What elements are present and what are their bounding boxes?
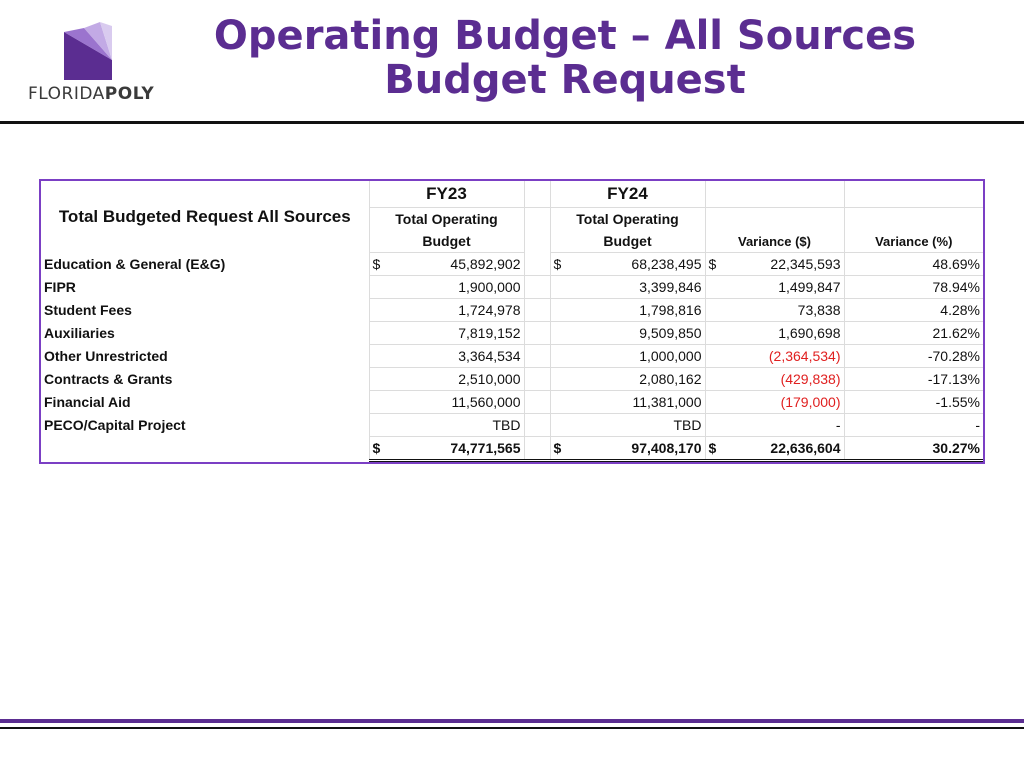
spacer-cell (524, 437, 550, 461)
fy23-subheader: Total Operating (369, 208, 524, 231)
header-row-1 (41, 181, 983, 208)
table-row (41, 253, 983, 276)
row-variance-pct: 48.69% (844, 253, 983, 276)
row-label: Education & General (E&G) (44, 256, 226, 272)
spacer-cell (524, 345, 550, 368)
row-variance: 73,838 (705, 299, 844, 322)
table-row (41, 414, 983, 437)
empty-header-cell (705, 181, 844, 208)
fy24-subheader-2: Budget (550, 230, 705, 253)
row-fy23: 3,364,534 (369, 345, 524, 368)
variance-dollar-header: Variance ($) (705, 208, 844, 253)
row-fy24: 1,000,000 (550, 345, 705, 368)
spacer-cell (524, 208, 550, 253)
row-fy23: 1,900,000 (369, 276, 524, 299)
row-variance-pct: 21.62% (844, 322, 983, 345)
table-row (41, 345, 983, 368)
row-fy23: $ 45,892,902 (369, 253, 524, 276)
total-row (41, 437, 983, 461)
row-variance-pct: 4.28% (844, 299, 983, 322)
spacer-cell (524, 181, 550, 208)
spacer-cell (524, 414, 550, 437)
spacer-cell (524, 391, 550, 414)
total-variance: $ 22,636,604 (705, 437, 844, 461)
logo-wordmark: FLORIDAPOLY (28, 84, 155, 104)
footer-divider-purple (0, 719, 1024, 723)
row-fy24: TBD (550, 414, 705, 437)
row-label: Other Unrestricted (44, 348, 168, 364)
row-variance-pct: -70.28% (844, 345, 983, 368)
table-row (41, 391, 983, 414)
row-variance-pct: -1.55% (844, 391, 983, 414)
spacer-cell (524, 299, 550, 322)
budget-table (39, 179, 985, 464)
row-label: Auxiliaries (44, 325, 115, 341)
title-line-2: Budget Request (384, 57, 746, 103)
total-variance-pct: 30.27% (844, 437, 983, 461)
row-fy24: 11,381,000 (550, 391, 705, 414)
total-fy24: $ 97,408,170 (550, 437, 705, 461)
florida-poly-logo (28, 18, 158, 108)
footer-divider-black (0, 727, 1024, 729)
row-label: Financial Aid (44, 394, 131, 410)
row-fy24: $ 68,238,495 (550, 253, 705, 276)
spacer-cell (524, 368, 550, 391)
fy24-header: FY24 (550, 181, 705, 208)
fy23-header: FY23 (369, 181, 524, 208)
table-row (41, 276, 983, 299)
row-fy23: 11,560,000 (369, 391, 524, 414)
row-fy23: 2,510,000 (369, 368, 524, 391)
row-fy24: 9,509,850 (550, 322, 705, 345)
header-divider (0, 121, 1024, 124)
row-label: PECO/Capital Project (44, 417, 186, 433)
row-label: Student Fees (44, 302, 132, 318)
row-variance: 1,499,847 (705, 276, 844, 299)
page-title (170, 14, 960, 102)
row-variance: - (705, 414, 844, 437)
florida-poly-logo-mark-icon (62, 22, 118, 82)
spacer-cell (524, 276, 550, 299)
table-header-label: Total Budgeted Request All Sources (58, 206, 351, 226)
row-label: FIPR (44, 279, 76, 295)
table-row (41, 368, 983, 391)
table-row (41, 322, 983, 345)
row-variance: 1,690,698 (705, 322, 844, 345)
row-fy23: 1,724,978 (369, 299, 524, 322)
row-variance-pct: -17.13% (844, 368, 983, 391)
row-fy24: 3,399,846 (550, 276, 705, 299)
row-fy23: 7,819,152 (369, 322, 524, 345)
row-variance-pct: - (844, 414, 983, 437)
row-fy23: TBD (369, 414, 524, 437)
row-variance: $ 22,345,593 (705, 253, 844, 276)
variance-pct-header: Variance (%) (844, 208, 983, 253)
row-fy24: 1,798,816 (550, 299, 705, 322)
total-fy23: $ 74,771,565 (369, 437, 524, 461)
fy24-subheader: Total Operating (550, 208, 705, 231)
row-label: Contracts & Grants (44, 371, 173, 387)
row-variance: (429,838) (705, 368, 844, 391)
spacer-cell (524, 253, 550, 276)
row-fy24: 2,080,162 (550, 368, 705, 391)
empty-header-cell (844, 181, 983, 208)
total-label-cell (41, 437, 369, 461)
table-row (41, 299, 983, 322)
spacer-cell (524, 322, 550, 345)
fy23-subheader-2: Budget (369, 230, 524, 253)
row-variance: (179,000) (705, 391, 844, 414)
row-variance: (2,364,534) (705, 345, 844, 368)
row-variance-pct: 78.94% (844, 276, 983, 299)
title-line-1: Operating Budget – All Sources (213, 13, 917, 59)
